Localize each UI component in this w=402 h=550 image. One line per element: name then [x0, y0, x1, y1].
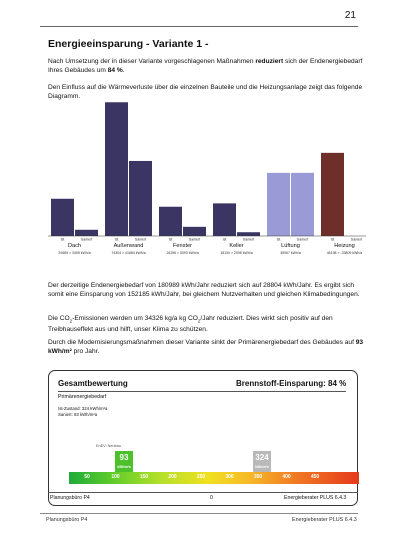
bar-state-label: Saniert: [134, 237, 147, 242]
header-rule: [40, 26, 358, 27]
fuel-savings: Brennstoff-Einsparung: 84 %: [236, 379, 347, 388]
co2-text-3: /Jahr reduziert. Dies wirkt sich positiv auf den Treibhauseffekt aus und hilft, unser Klima zu schützen.: [48, 315, 333, 334]
bar-state-label: Ist: [168, 237, 173, 242]
scale-tick-label: 100: [111, 474, 120, 480]
scale-tick-label: 350: [253, 474, 263, 480]
current-value-marker: [114, 450, 134, 474]
bar-heizung-ist: [321, 153, 344, 236]
category-label: Lüftung: [281, 243, 300, 249]
category-range-label: 46198 > -33809 kWh/a: [326, 251, 363, 255]
bar-state-label: Ist: [60, 237, 65, 242]
intro-text-2: sich der Endenergiebedarf Ihres Gebäudes um: [48, 58, 363, 74]
category-range-label: 20689 > 3455 kWh/a: [58, 251, 91, 255]
intro-bold-reduziert: reduziert: [255, 58, 284, 65]
box-footer-center: 0: [210, 495, 213, 501]
bar-keller-saniert: [237, 232, 260, 236]
bar-außenwand-ist: [105, 102, 128, 236]
bar-lüftung-saniert: [291, 173, 314, 236]
current-value: 93: [119, 453, 129, 462]
co2-text-2: -Emissionen werden um 34326 kg/a kg CO: [72, 315, 198, 322]
bar-state-label: Ist: [114, 237, 119, 242]
current-unit: kWh/m²a: [117, 465, 131, 469]
bar-außenwand-saniert: [129, 161, 152, 236]
intro-text-1: Nach Umsetzung der in dieser Variante vorgeschlagenen Maßnahmen: [48, 58, 256, 65]
scale-tick-label: 150: [139, 474, 149, 480]
co2-paragraph: [48, 314, 366, 334]
scale-tick-label: 200: [168, 474, 177, 480]
bar-fenster-saniert: [183, 227, 206, 236]
intro-text-3: .: [122, 67, 125, 74]
category-range-label: 16256 > 5093 kWh/a: [166, 251, 199, 255]
primaer-text-2: pro Jahr.: [71, 348, 100, 355]
category-label: Heizung: [334, 243, 355, 249]
primaer-text-1: Durch die Modernisierungsmaßnahmen dieser Variante sinkt der Primärenergiebedarf des Gebäudes auf: [48, 339, 356, 346]
co2-sub-1: 2: [69, 318, 73, 324]
scale-tick-label: 300: [225, 474, 234, 480]
page-number: 21: [344, 10, 356, 21]
old-value: 324: [255, 453, 269, 462]
heat-loss-bar-chart: [48, 100, 368, 290]
bar-state-label: Saniert: [188, 237, 201, 242]
category-range-label: 18130 > 2098 kWh/a: [220, 251, 253, 255]
bar-state-label: Ist: [222, 237, 227, 242]
bar-dach-saniert: [75, 230, 98, 236]
old-unit: kWh/m²a: [255, 465, 269, 469]
bar-state-label: Saniert: [350, 237, 363, 242]
box-footer-right: Energieberater PLUS 6.4.3: [284, 495, 347, 501]
bar-state-label: Ist: [330, 237, 335, 242]
section-title: Energieeinsparung - Variante 1 -: [48, 38, 209, 50]
rating-divider: [58, 391, 346, 392]
primaerenergie-paragraph: [48, 338, 366, 356]
box-footer-left: Planungsbüro P4: [50, 495, 90, 501]
rating-footer-divider: [48, 492, 358, 493]
intro-paragraph: [48, 57, 366, 75]
primaer-bold-value: 93 kWh/m²: [48, 339, 364, 355]
intro-bold-percent: 84 %: [107, 67, 123, 74]
category-label: Dach: [67, 243, 82, 249]
scale-tick-label: 250: [196, 474, 206, 480]
bar-state-label: Saniert: [80, 237, 93, 242]
chart-lead-paragraph: Den Einfluss auf die Wärmeverluste über die einzelnen Bauteile und die Heizungsanlage zeigt das folgende Diagramm.: [48, 84, 363, 100]
category-label: Außenwand: [113, 243, 144, 249]
bar-lüftung-ist: [267, 173, 290, 236]
saniert-label: Saniert: 93 kWh/m²a: [58, 412, 98, 417]
bar-state-label: Ist: [276, 237, 281, 242]
bar-state-label: Saniert: [296, 237, 309, 242]
scale-tick-label: 450: [310, 474, 320, 480]
page-footer-left: Planungsbüro P4: [46, 517, 88, 523]
category-label: Keller: [229, 243, 244, 249]
ist-zustand-label: Ist-Zustand: 324 kWh/m²a: [58, 406, 108, 411]
bar-state-label: Saniert: [242, 237, 255, 242]
old-value-marker: [252, 450, 272, 474]
footer-rule: [40, 513, 358, 514]
scale-tick-label: 400: [282, 474, 291, 480]
page-footer-right: Energieberater PLUS 6.4.3: [292, 517, 357, 523]
enev-label: EnEV: Neubau: [96, 444, 121, 448]
category-range-label: 74304 > 41684 kWh/a: [111, 251, 146, 255]
bar-keller-ist: [213, 203, 236, 236]
bar-fenster-ist: [159, 207, 182, 236]
co2-sub-2: 2: [197, 318, 201, 324]
category-range-label: 35067 kWh/a: [280, 251, 301, 255]
bar-dach-ist: [51, 199, 74, 236]
rating-subtitle: Primärenergiebedarf: [58, 394, 107, 400]
scale-tick-label: 50: [84, 474, 90, 480]
co2-text-1: Die CO: [48, 315, 70, 322]
category-label: Fenster: [173, 243, 192, 249]
endenergie-paragraph: Der derzeitige Endenergiebedarf von 180989 kWh/Jahr reduziert sich auf 28804 kWh/Jahr. Es ergibt sich somit eine Einsparung von 152185 kWh/Jahr, bei gleichem Nutzverhalten und gleichen Klimabedingungen.: [48, 282, 360, 298]
rating-title: Gesamtbewertung: [58, 379, 128, 388]
